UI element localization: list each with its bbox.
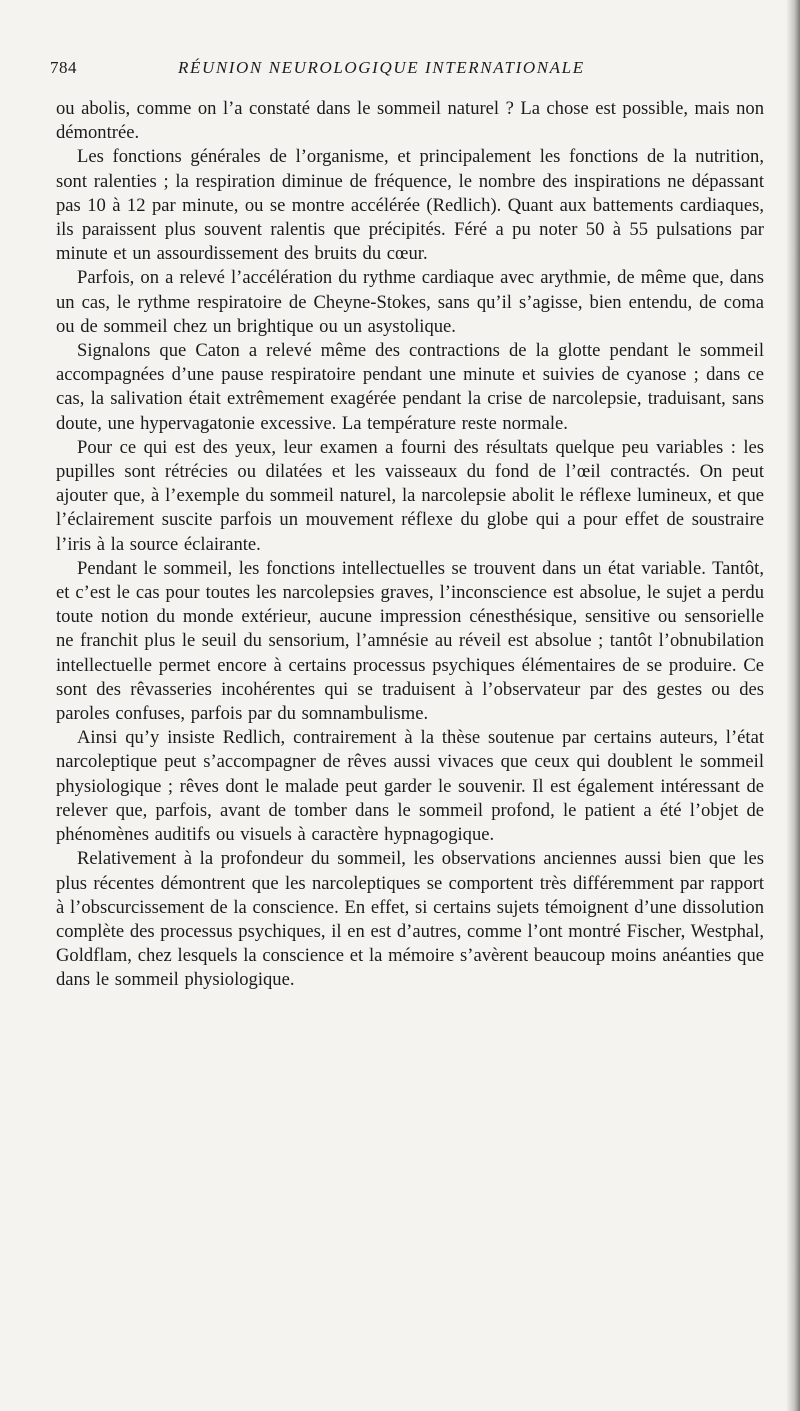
paragraph-sleep-depth: Relativement à la profondeur du sommeil, les observations anciennes aussi bien que les plus récentes démontrent que les narcoleptiques se comportent très différemment par rapport à l’obscurcissement de la conscience. En effet, si certains sujets témoignent d’une dissolution complète des processus psychiques, il en est d’autres, comme l’ont montré Fischer, Westphal, Goldflam, chez lesquels la conscience et la mémoire s’avèrent beaucoup moins anéanties que dans le sommeil physiologique. (56, 848, 764, 991)
running-title: RÉUNION NEUROLOGIQUE INTERNATIONALE (178, 58, 585, 77)
body-text (56, 97, 764, 993)
paragraph-continuation: ou abolis, comme on l’a constaté dans le sommeil naturel ? La chose est possible, mais non démontrée. (56, 98, 764, 144)
page-header (50, 58, 750, 82)
page-edge-shadow (786, 0, 800, 1411)
page-number: 784 (50, 58, 77, 77)
paragraph-dreams: Ainsi qu’y insiste Redlich, contrairement à la thèse soutenue par certains auteurs, l’état narcoleptique peut s’accompagner de rêves aussi vivaces que ceux qui doublent le sommeil physiologique ; rêves dont le malade peut garder le souvenir. Il est également intéressant de relever que, parfois, avant de tomber dans le sommeil profond, le patient a été l’objet de phénomènes auditifs ou visuels à caractère hypnagogique. (56, 727, 764, 846)
paragraph-glottis-contractions: Signalons que Caton a relevé même des contractions de la glotte pendant le sommeil accompagnées d’une pause respiratoire pendant une minute et suivies de cyanose ; dans ce cas, la salivation était extrêmement exagérée pendant la crise de narcolepsie, traduisant, sans doute, une hypervagatonie excessive. La température reste normale. (56, 340, 764, 434)
paragraph-eyes: Pour ce qui est des yeux, leur examen a fourni des résultats quelque peu variables : les pupilles sont rétrécies ou dilatées et les vaisseaux du fond de l’œil contractés. On peut ajouter que, à l’exemple du sommeil naturel, la narcolepsie abolit le réflexe lumineux, et que l’éclairement suscite parfois un mouvement réflexe du globe qui a pour effet de soustraire l’iris à la source éclairante. (56, 436, 764, 555)
paragraph-cardiac-rhythm: Parfois, on a relevé l’accélération du rythme cardiaque avec arythmie, de même que, dans un cas, le rythme respiratoire de Cheyne-Stokes, sans qu’il s’agisse, bien entendu, de coma ou de sommeil chez un brightique ou un asystolique. (56, 267, 764, 337)
paragraph-intellectual-functions: Pendant le sommeil, les fonctions intellectuelles se trouvent dans un état variable. Tantôt, et c’est le cas pour toutes les narcolepsies graves, l’inconscience est absolue, le sujet a perdu toute notion du monde extérieur, aucune impression cénesthésique, sensitive ou sensorielle ne franchit plus le seuil du sensorium, l’amnésie au réveil est absolue ; tantôt l’obnubilation intellectuelle permet encore à certains processus psychiques élémentaires de se produire. Ce sont des rêvasseries incohérentes qui se traduisent à l’observateur par des gestes ou des paroles confuses, parfois par du somnambulisme. (56, 557, 764, 725)
paragraph-general-functions: Les fonctions générales de l’organisme, et principalement les fonctions de la nutrition, sont ralenties ; la respiration diminue de fréquence, le nombre des inspirations ne dépassant pas 10 à 12 par minute, ou se montre accélérée (Redlich). Quant aux battements cardiaques, ils paraissent plus souvent ralentis que précipités. Féré a pu noter 50 à 55 pulsations par minute et un assourdissement des bruits du cœur. (56, 146, 764, 265)
